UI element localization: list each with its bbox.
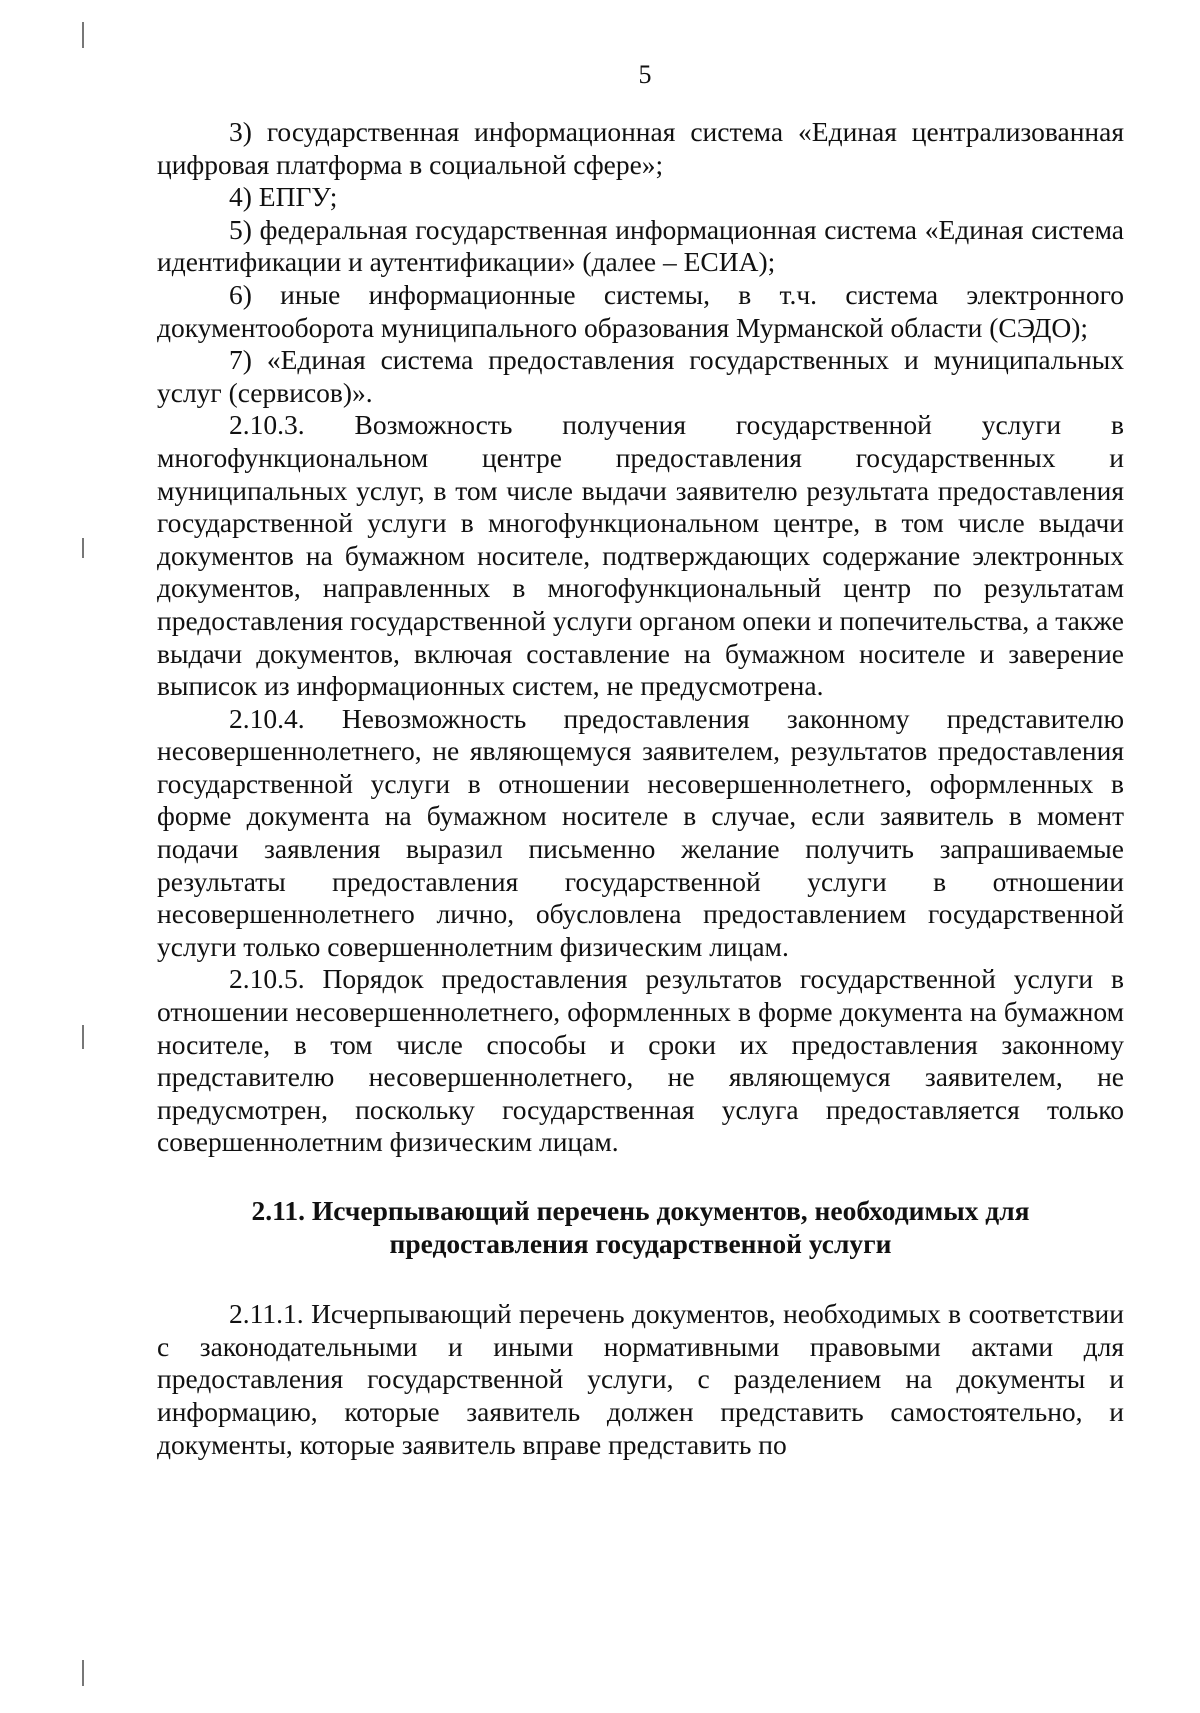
scan-artifact-mark (82, 1025, 84, 1049)
paragraph-2-10-5: 2.10.5. Порядок предоставления результатов государственной услуги в отношении несовершеннолетнего, оформленных в форме документа на бумажном носителе, в том числе способы и сроки их предоставления законному представителю несовершеннолетнего, не являющемуся заявителем, не предусмотрен, поскольку государственная услуга предоставляется только совершеннолетним физическим лицам. (157, 963, 1124, 1158)
paragraph-2-10-3: 2.10.3. Возможность получения государственной услуги в многофункциональном центре предоставления государственных и муниципальных услуг, в том числе выдачи заявителю результата предоставления государственной услуги в многофункциональном центре, в том числе выдачи документов на бумажном носителе, подтверждающих содержание электронных документов, направленных в многофункциональный центр по результатам предоставления государственной услуги органом опеки и попечительства, а также выдачи документов, включая составление на бумажном носителе и заверение выписок из информационных систем, не предусмотрена. (157, 409, 1124, 702)
page-number: 5 (638, 60, 652, 89)
scan-artifact-mark (82, 1660, 84, 1686)
scan-artifact-mark (82, 538, 84, 558)
paragraph-item-4: 4) ЕПГУ; (229, 181, 338, 213)
paragraph-item-5: 5) федеральная государственная информационная система «Единая система идентификации и аутентификации» (далее – ЕСИА); (157, 213, 1124, 278)
paragraph-2-11-1: 2.11.1. Исчерпывающий перечень документов, необходимых в соответствии с законодательными и иными нормативными правовыми актами для предоставления государственной услуги, с разделением на документы и информацию, которые заявитель должен представить самостоятельно, и документы, которые заявитель вправе представить по (157, 1298, 1124, 1460)
paragraph-item-3: 3) государственная информационная система «Единая централизованная цифровая платформа в социальной сфере»; (157, 116, 1124, 180)
paragraph-item-7: 7) «Единая система предоставления государственных и муниципальных услуг (сервисов)». (157, 344, 1124, 408)
document-body (157, 116, 1124, 1461)
paragraph-item-6: 6) иные информационные системы, в т.ч. система электронного документооборота муниципального образования Мурманской области (СЭДО); (157, 278, 1124, 343)
paragraph-2-10-4: 2.10.4. Невозможность предоставления законному представителю несовершеннолетнего, не являющемуся заявителем, результатов предоставления государственной услуги в отношении несовершеннолетнего, оформленных в форме документа на бумажном носителе в случае, если заявитель в момент подачи заявления выразил письменно желание получить запрашиваемые результаты предоставления государственной услуги в отношении несовершеннолетнего лично, обусловлена предоставлением государственной услуги только совершеннолетним физическим лицам. (157, 702, 1124, 962)
section-heading-2-11: 2.11. Исчерпывающий перечень документов, необходимых для предоставления государственной услуги (251, 1195, 1030, 1259)
scan-artifact-mark (82, 22, 84, 48)
